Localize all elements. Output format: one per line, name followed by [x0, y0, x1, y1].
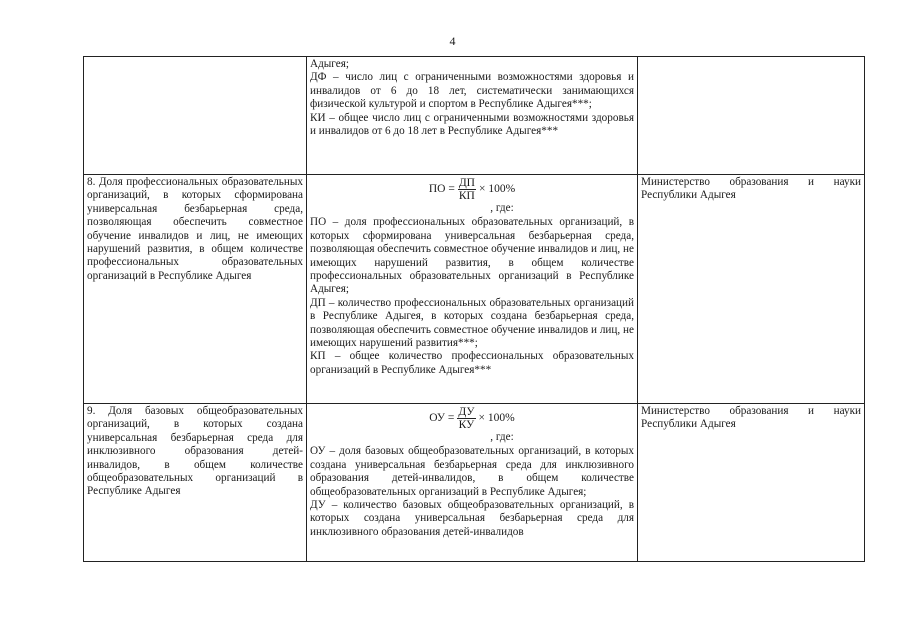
formula-multiplier: × 100% — [478, 182, 516, 195]
definitions-text: ОУ – доля базовых общеобразовательных организаций, в которых создана универсальная безбарьерная среда для инклюзивного образования детей-инвалидов, в общем количестве общеобразовательных организаций в Республике Адыгея; ДУ – количество базовых общеобразовательных организаций, в которых создана универсальная безбарьерная среда для инклюзивного образования детей-инвалидов — [310, 445, 634, 538]
definitions-text: Адыгея; ДФ – число лиц с ограниченными возможностями здоровья и инвалидов от 6 до 18 лет, систематически занимающихся физической культурой и спортом в Республике Адыгея***; КИ – общее число лиц с ограниченными возможностями здоровья и инвалидов от 6 до 18 лет в Республике Адыгея*** — [310, 58, 634, 138]
definitions-cell — [307, 57, 638, 175]
formula-lhs: ПО = — [428, 182, 455, 195]
formula — [310, 177, 634, 202]
table-row — [84, 57, 865, 175]
indicator-cell — [84, 404, 307, 562]
table-row — [84, 175, 865, 404]
indicator-cell — [84, 175, 307, 404]
formula-lhs: ОУ = — [429, 411, 455, 424]
formula — [310, 406, 634, 431]
formula-where: , где: — [490, 431, 514, 443]
formula-fraction — [457, 406, 475, 431]
formula-fraction — [458, 177, 476, 202]
responsible-text: Министерство образования и науки Республики Адыгея — [641, 405, 861, 431]
formula-numerator: ДП — [458, 177, 475, 189]
responsible-text: Министерство образования и науки Республики Адыгея — [641, 176, 861, 202]
indicator-text: 8. Доля профессиональных образовательных организаций, в которых сформирована универсальная безбарьерная среда, позволяющая обеспечить совместное обучение инвалидов и лиц, не имеющих нарушений развития, в общем количестве профессиональных образовательных организаций в Республике Адыгея — [87, 176, 303, 282]
formula-where: , где: — [490, 202, 514, 214]
responsible-cell — [638, 175, 865, 404]
formula-denominator: КП — [458, 190, 475, 202]
formula-denominator: КУ — [458, 419, 475, 431]
page-number: 4 — [449, 34, 456, 48]
responsible-cell — [638, 404, 865, 562]
table-row — [84, 404, 865, 562]
indicators-table — [83, 56, 865, 562]
formula-numerator: ДУ — [458, 406, 475, 418]
responsible-cell — [638, 57, 865, 175]
definitions-cell — [307, 175, 638, 404]
indicator-cell — [84, 57, 307, 175]
definitions-cell — [307, 404, 638, 562]
definitions-text: ПО – доля профессиональных образовательных организаций, в которых сформирована универсальная безбарьерная среда, позволяющая обеспечить совместное обучение инвалидов и лиц, не имеющих нарушений развития, в общем количестве профессиональных образовательных организаций в Республике Адыгея; ДП – количество профессиональных образовательных организаций в Республике Адыгея, в которых создана безбарьерная среда, позволяющая обеспечить совместное обучение инвалидов и лиц, не имеющих нарушений развития***; КП – общее количество профессиональных образовательных организаций в Республике Адыгея*** — [310, 216, 634, 376]
indicator-text: 9. Доля базовых общеобразовательных организаций, в которых создана универсальная безбарьерная среда для инклюзивного образования детей-инвалидов, в общем количестве общеобразовательных организаций в Республике Адыгея — [87, 405, 303, 498]
formula-multiplier: × 100% — [478, 411, 515, 424]
